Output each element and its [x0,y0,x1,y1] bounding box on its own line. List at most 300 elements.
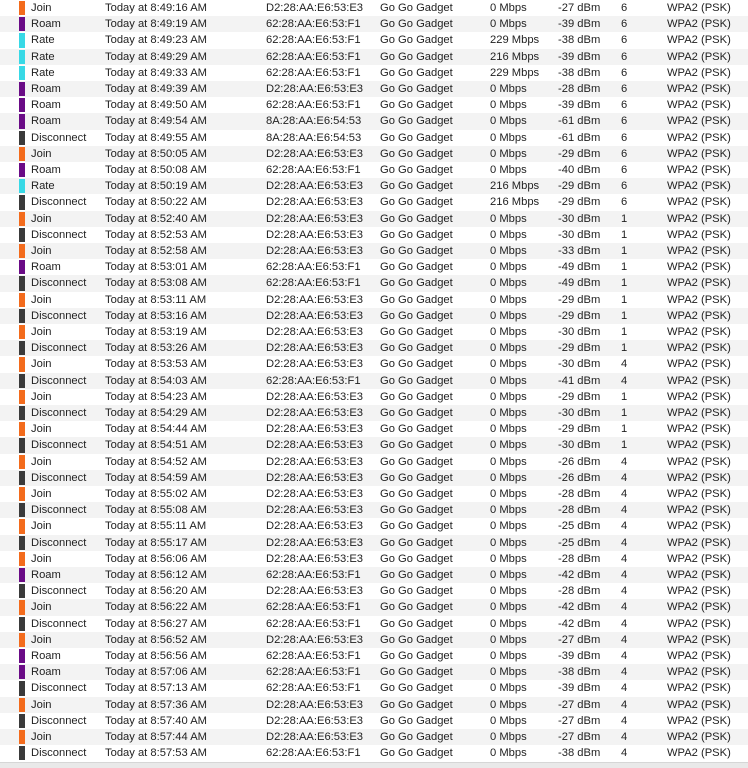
event-type-cell: Join [31,212,52,225]
bssid-cell: D2:28:AA:E6:53:E3 [266,504,364,517]
rssi-cell: -38 dBm [558,34,601,47]
table-bottom-edge [0,762,748,768]
tx-rate-cell: 0 Mbps [490,439,527,452]
tx-rate-cell: 0 Mbps [490,115,527,128]
table-row[interactable] [0,648,748,664]
channel-cell: 4 [621,488,628,500]
timestamp-cell: Today at 8:54:44 AM [105,423,207,436]
rssi-cell: -30 dBm [558,407,601,419]
tx-rate-cell: 0 Mbps [490,698,527,711]
rssi-cell: -40 dBm [558,164,601,176]
tx-rate-cell: 0 Mbps [490,164,527,176]
timestamp-cell: Today at 8:54:52 AM [105,455,207,468]
bssid-cell: 62:28:AA:E6:53:F1 [266,99,361,112]
tx-rate-cell: 0 Mbps [490,293,527,306]
bssid-cell: D2:28:AA:E6:53:E3 [266,147,364,160]
rssi-cell: -39 dBm [558,650,601,662]
rssi-cell: -49 dBm [558,277,601,290]
security-cell: WPA2 (PSK) [667,34,731,47]
ssid-cell: Go Go Gadget [380,731,453,743]
channel-cell: 1 [621,212,628,225]
ssid-cell: Go Go Gadget [380,617,453,630]
timestamp-cell: Today at 8:56:56 AM [105,650,207,662]
table-row[interactable] [0,567,748,583]
bssid-cell: 62:28:AA:E6:53:F1 [266,374,361,387]
event-type-cell: Rate [31,180,55,193]
channel-cell: 6 [621,2,628,14]
ssid-cell: Go Go Gadget [380,666,453,679]
event-type-cell: Join [31,423,52,436]
event-type-cell: Disconnect [31,682,87,695]
event-color-marker [19,195,25,209]
event-type-cell: Roam [31,569,61,581]
table-row[interactable] [0,32,748,48]
rssi-cell: -26 dBm [558,455,601,468]
table-row[interactable] [0,373,748,389]
tx-rate-cell: 0 Mbps [490,633,527,646]
channel-cell: 6 [621,34,628,47]
event-type-cell: Disconnect [31,277,87,290]
event-type-cell: Join [31,633,52,646]
event-type-cell: Roam [31,99,61,112]
table-row[interactable] [0,518,748,534]
bssid-cell: D2:28:AA:E6:53:E3 [266,2,364,14]
tx-rate-cell: 0 Mbps [490,358,527,371]
security-cell: WPA2 (PSK) [667,439,731,452]
security-cell: WPA2 (PSK) [667,666,731,679]
bssid-cell: 62:28:AA:E6:53:F1 [266,650,361,662]
tx-rate-cell: 216 Mbps [490,180,540,193]
timestamp-cell: Today at 8:49:19 AM [105,18,207,31]
bssid-cell: D2:28:AA:E6:53:E3 [266,439,364,452]
ssid-cell: Go Go Gadget [380,131,453,144]
event-type-cell: Disconnect [31,342,87,355]
timestamp-cell: Today at 8:49:29 AM [105,50,207,63]
table-row[interactable] [0,535,748,551]
table-row[interactable] [0,259,748,275]
bssid-cell: D2:28:AA:E6:53:E3 [266,731,364,743]
ssid-cell: Go Go Gadget [380,520,453,533]
channel-cell: 1 [621,407,628,419]
tx-rate-cell: 0 Mbps [490,536,527,549]
table-row[interactable] [0,340,748,356]
bssid-cell: D2:28:AA:E6:53:E3 [266,342,364,355]
event-color-marker [19,147,25,161]
event-color-marker [19,228,25,242]
timestamp-cell: Today at 8:57:40 AM [105,714,207,727]
table-row[interactable] [0,454,748,470]
table-row[interactable] [0,486,748,502]
table-row[interactable] [0,308,748,324]
tx-rate-cell: 216 Mbps [490,50,540,63]
event-color-marker [19,584,25,598]
table-row[interactable] [0,324,748,340]
timestamp-cell: Today at 8:57:06 AM [105,666,207,679]
table-row[interactable] [0,49,748,65]
event-color-marker [19,212,25,226]
rssi-cell: -29 dBm [558,390,601,403]
table-row[interactable] [0,437,748,453]
event-color-marker [19,276,25,290]
timestamp-cell: Today at 8:54:51 AM [105,439,207,452]
event-color-marker [19,746,25,760]
table-row[interactable] [0,292,748,308]
timestamp-cell: Today at 8:53:53 AM [105,358,207,371]
bssid-cell: 62:28:AA:E6:53:F1 [266,261,361,274]
channel-cell: 4 [621,601,628,614]
ssid-cell: Go Go Gadget [380,309,453,322]
channel-cell: 4 [621,633,628,646]
tx-rate-cell: 0 Mbps [490,131,527,144]
rssi-cell: -27 dBm [558,2,601,14]
rssi-cell: -29 dBm [558,180,601,193]
timestamp-cell: Today at 8:57:44 AM [105,731,207,743]
security-cell: WPA2 (PSK) [667,261,731,274]
rssi-cell: -26 dBm [558,471,601,484]
ssid-cell: Go Go Gadget [380,99,453,112]
table-row[interactable] [0,421,748,437]
channel-cell: 4 [621,504,628,517]
tx-rate-cell: 0 Mbps [490,569,527,581]
channel-cell: 6 [621,180,628,193]
event-color-marker [19,325,25,339]
timestamp-cell: Today at 8:54:59 AM [105,471,207,484]
security-cell: WPA2 (PSK) [667,747,731,760]
security-cell: WPA2 (PSK) [667,326,731,338]
event-type-cell: Roam [31,261,61,274]
tx-rate-cell: 0 Mbps [490,228,527,241]
event-color-marker [19,131,25,145]
security-cell: WPA2 (PSK) [667,520,731,533]
ssid-cell: Go Go Gadget [380,747,453,760]
ssid-cell: Go Go Gadget [380,471,453,484]
bssid-cell: D2:28:AA:E6:53:E3 [266,698,364,711]
security-cell: WPA2 (PSK) [667,147,731,160]
bssid-cell: 62:28:AA:E6:53:F1 [266,682,361,695]
timestamp-cell: Today at 8:49:54 AM [105,115,207,128]
ssid-cell: Go Go Gadget [380,196,453,209]
event-type-cell: Disconnect [31,131,87,144]
ssid-cell: Go Go Gadget [380,552,453,565]
bssid-cell: D2:28:AA:E6:53:E3 [266,83,364,95]
rssi-cell: -27 dBm [558,633,601,646]
channel-cell: 6 [621,164,628,176]
table-row[interactable] [0,178,748,194]
rssi-cell: -42 dBm [558,617,601,630]
rssi-cell: -30 dBm [558,326,601,338]
event-type-cell: Disconnect [31,196,87,209]
event-color-marker [19,244,25,258]
security-cell: WPA2 (PSK) [667,617,731,630]
table-row[interactable] [0,389,748,405]
table-row[interactable] [0,583,748,599]
channel-cell: 4 [621,747,628,760]
tx-rate-cell: 0 Mbps [490,245,527,257]
tx-rate-cell: 0 Mbps [490,504,527,517]
table-row[interactable] [0,599,748,615]
table-row[interactable] [0,632,748,648]
bssid-cell: 62:28:AA:E6:53:F1 [266,666,361,679]
timestamp-cell: Today at 8:55:02 AM [105,488,207,500]
rssi-cell: -29 dBm [558,196,601,209]
event-color-marker [19,309,25,323]
bssid-cell: D2:28:AA:E6:53:E3 [266,488,364,500]
event-type-cell: Disconnect [31,309,87,322]
table-row[interactable] [0,405,748,421]
timestamp-cell: Today at 8:53:19 AM [105,326,207,338]
table-row[interactable] [0,745,748,761]
rssi-cell: -42 dBm [558,569,601,581]
timestamp-cell: Today at 8:53:01 AM [105,261,207,274]
event-color-marker [19,50,25,64]
table-row[interactable] [0,502,748,518]
table-row[interactable] [0,551,748,567]
ssid-cell: Go Go Gadget [380,34,453,47]
table-row[interactable] [0,713,748,729]
timestamp-cell: Today at 8:52:58 AM [105,245,207,257]
bssid-cell: D2:28:AA:E6:53:E3 [266,536,364,549]
channel-cell: 1 [621,423,628,436]
rssi-cell: -28 dBm [558,83,601,95]
security-cell: WPA2 (PSK) [667,488,731,500]
bssid-cell: D2:28:AA:E6:53:E3 [266,520,364,533]
timestamp-cell: Today at 8:49:55 AM [105,131,207,144]
rssi-cell: -30 dBm [558,439,601,452]
security-cell: WPA2 (PSK) [667,83,731,95]
ssid-cell: Go Go Gadget [380,277,453,290]
channel-cell: 4 [621,666,628,679]
event-type-cell: Join [31,601,52,614]
security-cell: WPA2 (PSK) [667,115,731,128]
channel-cell: 1 [621,277,628,290]
rssi-cell: -41 dBm [558,374,601,387]
table-row[interactable] [0,664,748,680]
table-row[interactable] [0,211,748,227]
table-row[interactable] [0,16,748,32]
table-row[interactable] [0,470,748,486]
event-type-cell: Disconnect [31,747,87,760]
channel-cell: 6 [621,131,628,144]
table-row[interactable] [0,356,748,372]
security-cell: WPA2 (PSK) [667,164,731,176]
tx-rate-cell: 0 Mbps [490,552,527,565]
table-row[interactable] [0,194,748,210]
event-type-cell: Disconnect [31,471,87,484]
tx-rate-cell: 0 Mbps [490,390,527,403]
event-type-cell: Rate [31,66,55,79]
security-cell: WPA2 (PSK) [667,569,731,581]
bssid-cell: D2:28:AA:E6:53:E3 [266,358,364,371]
tx-rate-cell: 0 Mbps [490,731,527,743]
event-color-marker [19,341,25,355]
ssid-cell: Go Go Gadget [380,439,453,452]
rssi-cell: -27 dBm [558,731,601,743]
tx-rate-cell: 0 Mbps [490,520,527,533]
ssid-cell: Go Go Gadget [380,633,453,646]
bssid-cell: D2:28:AA:E6:53:E3 [266,633,364,646]
bssid-cell: D2:28:AA:E6:53:E3 [266,245,364,257]
event-type-cell: Disconnect [31,504,87,517]
timestamp-cell: Today at 8:57:13 AM [105,682,207,695]
table-row[interactable] [0,130,748,146]
ssid-cell: Go Go Gadget [380,455,453,468]
event-color-marker [19,568,25,582]
channel-cell: 4 [621,455,628,468]
timestamp-cell: Today at 8:50:19 AM [105,180,207,193]
event-color-marker [19,698,25,712]
bssid-cell: 8A:28:AA:E6:54:53 [266,131,362,144]
rssi-cell: -30 dBm [558,228,601,241]
channel-cell: 1 [621,245,628,257]
event-color-marker [19,487,25,501]
channel-cell: 1 [621,439,628,452]
bssid-cell: D2:28:AA:E6:53:E3 [266,180,364,193]
rssi-cell: -29 dBm [558,147,601,160]
event-color-marker [19,455,25,469]
event-type-cell: Roam [31,115,61,128]
timestamp-cell: Today at 8:53:08 AM [105,277,207,290]
event-type-cell: Join [31,326,52,338]
tx-rate-cell: 0 Mbps [490,407,527,419]
table-row[interactable] [0,146,748,162]
table-row[interactable] [0,243,748,259]
event-type-cell: Join [31,245,52,257]
ssid-cell: Go Go Gadget [380,423,453,436]
security-cell: WPA2 (PSK) [667,585,731,598]
channel-cell: 6 [621,83,628,95]
ssid-cell: Go Go Gadget [380,147,453,160]
table-row[interactable] [0,616,748,632]
channel-cell: 4 [621,698,628,711]
rssi-cell: -38 dBm [558,747,601,760]
ssid-cell: Go Go Gadget [380,585,453,598]
security-cell: WPA2 (PSK) [667,390,731,403]
event-type-cell: Join [31,455,52,468]
timestamp-cell: Today at 8:50:08 AM [105,164,207,176]
security-cell: WPA2 (PSK) [667,131,731,144]
ssid-cell: Go Go Gadget [380,212,453,225]
channel-cell: 6 [621,196,628,209]
tx-rate-cell: 0 Mbps [490,650,527,662]
ssid-cell: Go Go Gadget [380,390,453,403]
bssid-cell: D2:28:AA:E6:53:E3 [266,552,364,565]
timestamp-cell: Today at 8:55:11 AM [105,520,207,533]
table-row[interactable] [0,275,748,291]
tx-rate-cell: 0 Mbps [490,585,527,598]
event-type-cell: Disconnect [31,374,87,387]
channel-cell: 4 [621,714,628,727]
tx-rate-cell: 0 Mbps [490,83,527,95]
event-color-marker [19,665,25,679]
bssid-cell: D2:28:AA:E6:53:E3 [266,714,364,727]
table-row[interactable] [0,227,748,243]
ssid-cell: Go Go Gadget [380,2,453,14]
timestamp-cell: Today at 8:56:06 AM [105,552,207,565]
timestamp-cell: Today at 8:57:53 AM [105,747,207,760]
bssid-cell: D2:28:AA:E6:53:E3 [266,228,364,241]
tx-rate-cell: 216 Mbps [490,196,540,209]
bssid-cell: D2:28:AA:E6:53:E3 [266,309,364,322]
tx-rate-cell: 0 Mbps [490,617,527,630]
event-color-marker [19,357,25,371]
event-type-cell: Join [31,698,52,711]
timestamp-cell: Today at 8:50:22 AM [105,196,207,209]
channel-cell: 1 [621,326,628,338]
rssi-cell: -27 dBm [558,698,601,711]
table-row[interactable] [0,680,748,696]
event-type-cell: Roam [31,83,61,95]
tx-rate-cell: 0 Mbps [490,423,527,436]
rssi-cell: -42 dBm [558,601,601,614]
security-cell: WPA2 (PSK) [667,196,731,209]
rssi-cell: -28 dBm [558,552,601,565]
ssid-cell: Go Go Gadget [380,650,453,662]
rssi-cell: -28 dBm [558,585,601,598]
ssid-cell: Go Go Gadget [380,407,453,419]
rssi-cell: -30 dBm [558,358,601,371]
timestamp-cell: Today at 8:55:17 AM [105,536,207,549]
tx-rate-cell: 0 Mbps [490,99,527,112]
event-color-marker [19,293,25,307]
timestamp-cell: Today at 8:53:11 AM [105,293,207,306]
security-cell: WPA2 (PSK) [667,455,731,468]
channel-cell: 6 [621,66,628,79]
bssid-cell: 8A:28:AA:E6:54:53 [266,115,362,128]
rssi-cell: -39 dBm [558,50,601,63]
timestamp-cell: Today at 8:49:33 AM [105,66,207,79]
table-row[interactable] [0,81,748,97]
security-cell: WPA2 (PSK) [667,407,731,419]
event-color-marker [19,681,25,695]
table-row[interactable] [0,113,748,129]
table-row[interactable] [0,162,748,178]
event-color-marker [19,260,25,274]
rssi-cell: -39 dBm [558,99,601,112]
table-row[interactable] [0,729,748,745]
security-cell: WPA2 (PSK) [667,650,731,662]
tx-rate-cell: 229 Mbps [490,34,540,47]
rssi-cell: -28 dBm [558,488,601,500]
table-row[interactable] [0,697,748,713]
security-cell: WPA2 (PSK) [667,714,731,727]
bssid-cell: D2:28:AA:E6:53:E3 [266,212,364,225]
event-color-marker [19,536,25,550]
ssid-cell: Go Go Gadget [380,326,453,338]
channel-cell: 6 [621,99,628,112]
timestamp-cell: Today at 8:56:27 AM [105,617,207,630]
event-type-cell: Join [31,358,52,371]
bssid-cell: 62:28:AA:E6:53:F1 [266,66,361,79]
timestamp-cell: Today at 8:53:16 AM [105,309,207,322]
tx-rate-cell: 0 Mbps [490,147,527,160]
channel-cell: 4 [621,650,628,662]
event-color-marker [19,714,25,728]
table-row[interactable] [0,65,748,81]
ssid-cell: Go Go Gadget [380,180,453,193]
channel-cell: 1 [621,309,628,322]
event-color-marker [19,374,25,388]
rssi-cell: -49 dBm [558,261,601,274]
bssid-cell: 62:28:AA:E6:53:F1 [266,34,361,47]
tx-rate-cell: 0 Mbps [490,374,527,387]
security-cell: WPA2 (PSK) [667,601,731,614]
rssi-cell: -38 dBm [558,66,601,79]
channel-cell: 6 [621,147,628,160]
security-cell: WPA2 (PSK) [667,277,731,290]
bssid-cell: D2:28:AA:E6:53:E3 [266,326,364,338]
table-row[interactable] [0,0,748,16]
table-row[interactable] [0,97,748,113]
